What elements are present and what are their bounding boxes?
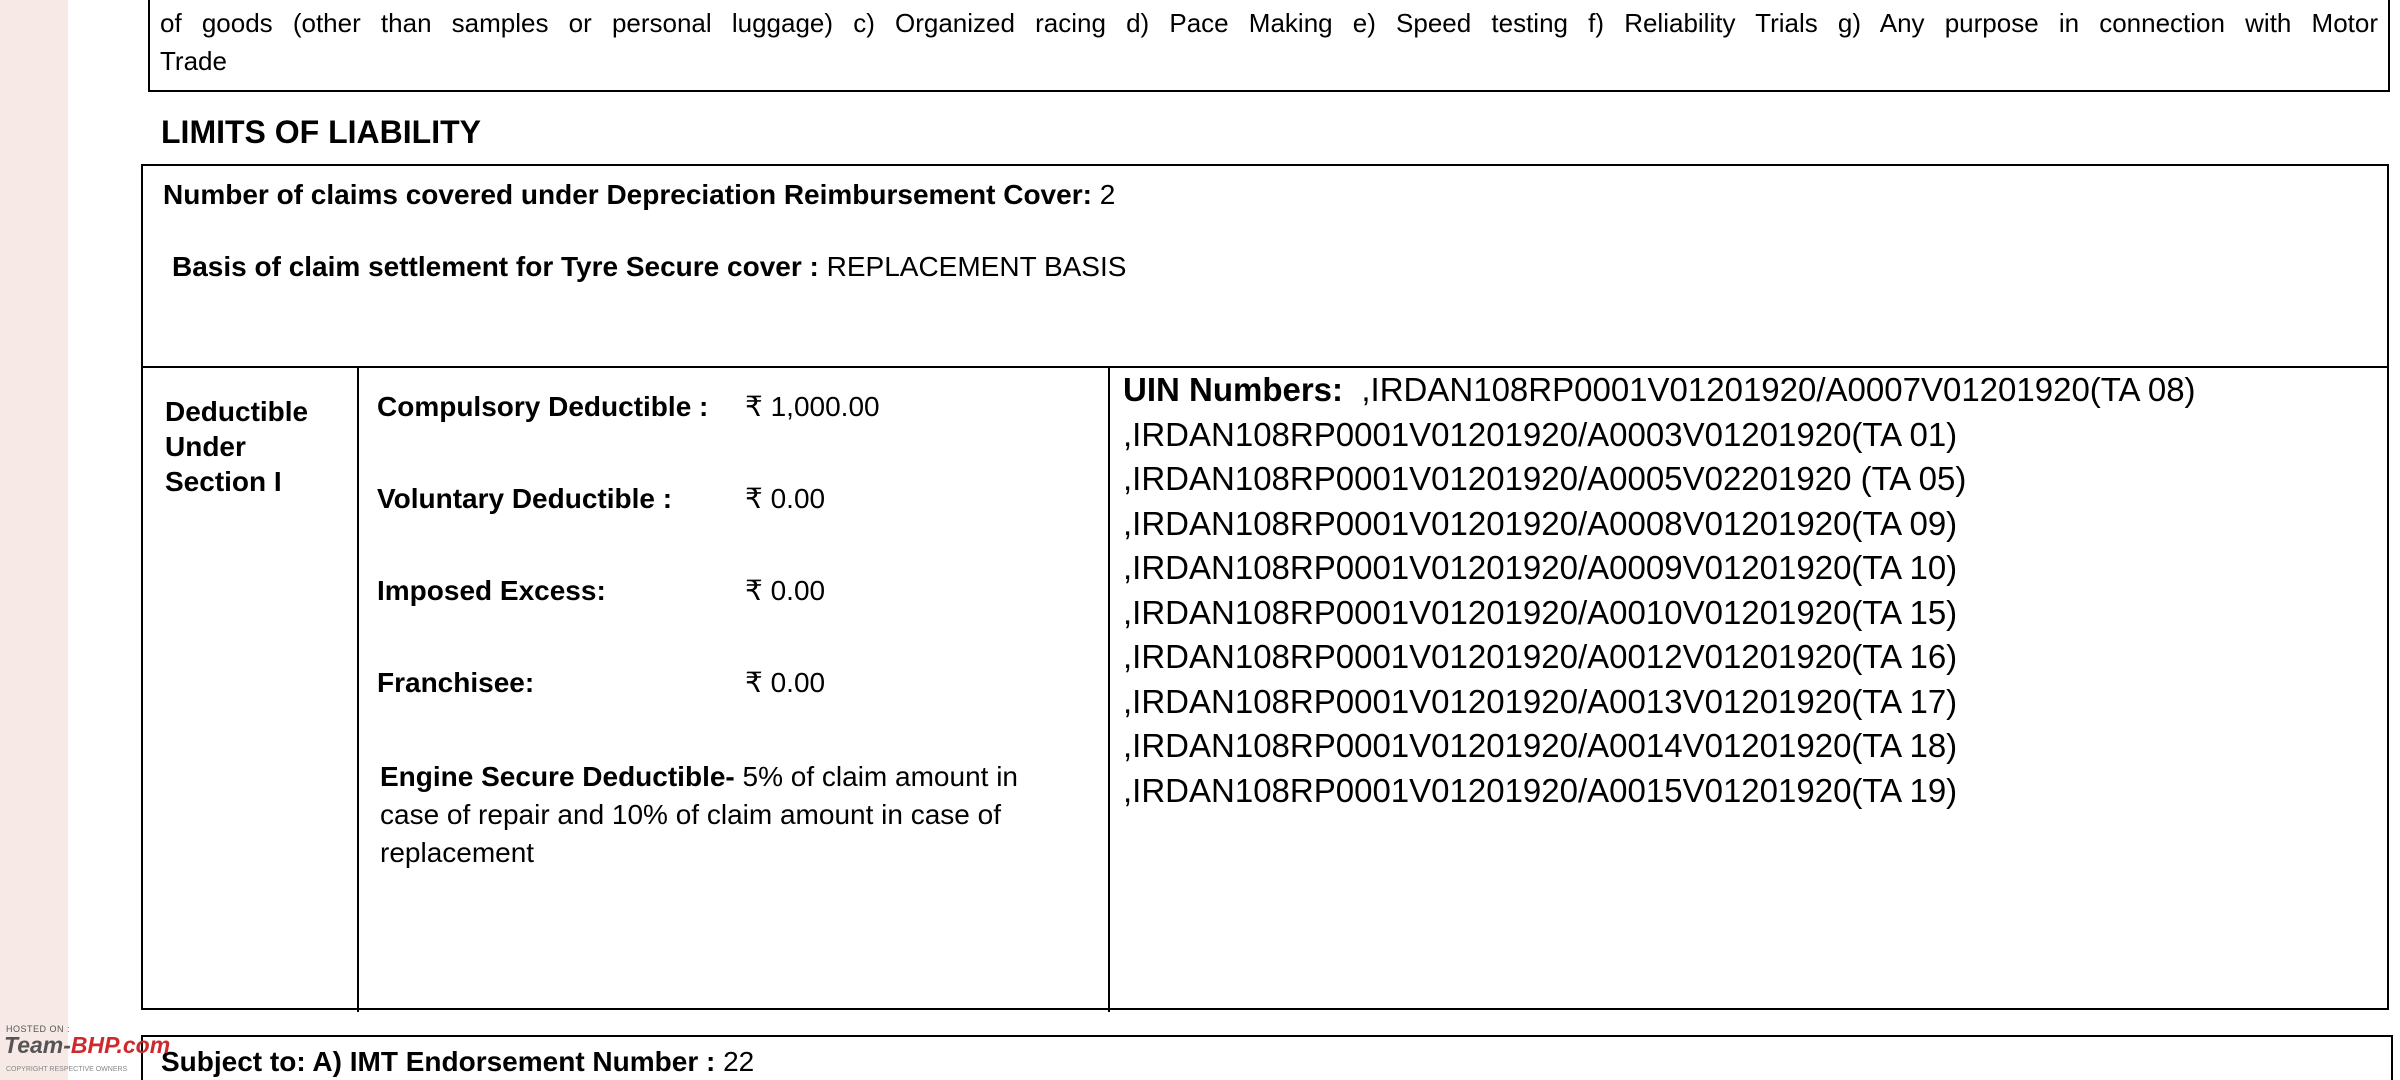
watermark-hosted-text: HOSTED ON :	[6, 1024, 71, 1034]
rupee-symbol: ₹	[745, 575, 763, 606]
subject-to-line	[161, 1046, 754, 1078]
limits-of-liability-heading: LIMITS OF LIABILITY	[161, 114, 481, 150]
uin-number: ,IRDAN108RP0001V01201920/A0013V01201920(TA 17)	[1123, 682, 1958, 720]
watermark-copyright: COPYRIGHT RESPECTIVE OWNERS	[6, 1066, 128, 1073]
uin-number: ,IRDAN108RP0001V01201920/A0008V01201920(TA 09)	[1123, 504, 1958, 542]
engine-secure-label: Engine Secure Deductible-	[380, 761, 735, 792]
rupee-symbol: ₹	[745, 483, 763, 514]
deductible-amount: 0.00	[770, 483, 826, 514]
uin-number: ,IRDAN108RP0001V01201920/A0005V02201920 (TA 05)	[1123, 460, 1967, 497]
uin-number: ,IRDAN108RP0001V01201920/A0015V01201920(TA 19)	[1123, 771, 1958, 809]
uin-number: ,IRDAN108RP0001V01201920/A0007V01201920(TA 08)	[1361, 371, 2196, 408]
deductible-amount: 0.00	[770, 667, 826, 698]
table-divider-vertical-2	[1108, 366, 1110, 1012]
uin-numbers-block	[1123, 368, 2196, 813]
watermark-brand-prefix: Team-	[4, 1032, 71, 1058]
left-margin-strip	[0, 0, 71, 1080]
deductible-heading-line: Under	[165, 431, 246, 462]
subject-to-value: 22	[723, 1046, 755, 1077]
uin-row	[1123, 368, 2196, 413]
uin-number: ,IRDAN108RP0001V01201920/A0009V01201920(TA 10)	[1123, 549, 1958, 586]
usage-restrictions-text	[160, 4, 2378, 80]
rupee-symbol: ₹	[745, 391, 763, 422]
uin-number: ,IRDAN108RP0001V01201920/A0014V01201920(TA 18)	[1123, 727, 1958, 764]
deductible-amount: 0.00	[770, 575, 826, 606]
rupee-symbol: ₹	[745, 667, 763, 698]
deductible-amount: 1,000.00	[770, 391, 880, 422]
usage-restrictions-box	[148, 0, 2390, 92]
depreciation-claims-value: 2	[1099, 179, 1116, 210]
engine-secure-text: 5% of claim amount in case of repair and 10% of claim amount in case of replacement	[380, 761, 1018, 868]
deductible-heading-line: Deductible	[165, 396, 309, 427]
tyre-secure-row	[172, 250, 1126, 284]
depreciation-claims-label: Number of claims covered under Depreciation Reimbursement Cover:	[163, 179, 1092, 210]
subject-to-label: Subject to: A) IMT Endorsement Number :	[161, 1046, 716, 1077]
deductible-value	[745, 574, 825, 608]
tyre-secure-label: Basis of claim settlement for Tyre Secure cover :	[172, 251, 819, 282]
deductible-label: Imposed Excess:	[377, 575, 606, 606]
watermark-brand-accent: BHP	[70, 1032, 117, 1058]
uin-number: ,IRDAN108RP0001V01201920/A0003V01201920(TA 01)	[1123, 415, 1958, 453]
watermark-brand-suffix: .com	[116, 1032, 171, 1058]
team-bhp-watermark	[2, 1024, 192, 1080]
depreciation-claims-row	[163, 178, 1115, 212]
watermark-logo	[4, 1032, 170, 1059]
table-divider-vertical-1	[357, 366, 359, 1012]
deductible-section-heading	[165, 394, 345, 499]
uin-label: UIN Numbers:	[1123, 371, 1344, 408]
deductible-value	[745, 666, 825, 700]
limits-of-liability-table	[141, 164, 2389, 1010]
deductible-label: Compulsory Deductible :	[377, 391, 709, 422]
uin-number: ,IRDAN108RP0001V01201920/A0010V01201920(TA 15)	[1123, 593, 1958, 631]
tyre-secure-value: REPLACEMENT BASIS	[826, 251, 1127, 282]
deductible-label: Voluntary Deductible :	[377, 483, 673, 514]
usage-restrictions-line-1: of goods (other than samples or personal luggage) c) Organized racing d) Pace Making e) Speed testing f) Reliability Trials g) Any purpose in connection with Motor	[160, 8, 2378, 38]
deductible-heading-line: Section I	[165, 466, 282, 497]
engine-secure-deductible	[380, 758, 1080, 872]
usage-restrictions-line-2: Trade	[160, 46, 227, 76]
uin-number: ,IRDAN108RP0001V01201920/A0012V01201920(TA 16)	[1123, 638, 1958, 675]
deductible-value	[745, 390, 880, 424]
deductible-value	[745, 482, 825, 516]
deductible-label: Franchisee:	[377, 667, 535, 698]
